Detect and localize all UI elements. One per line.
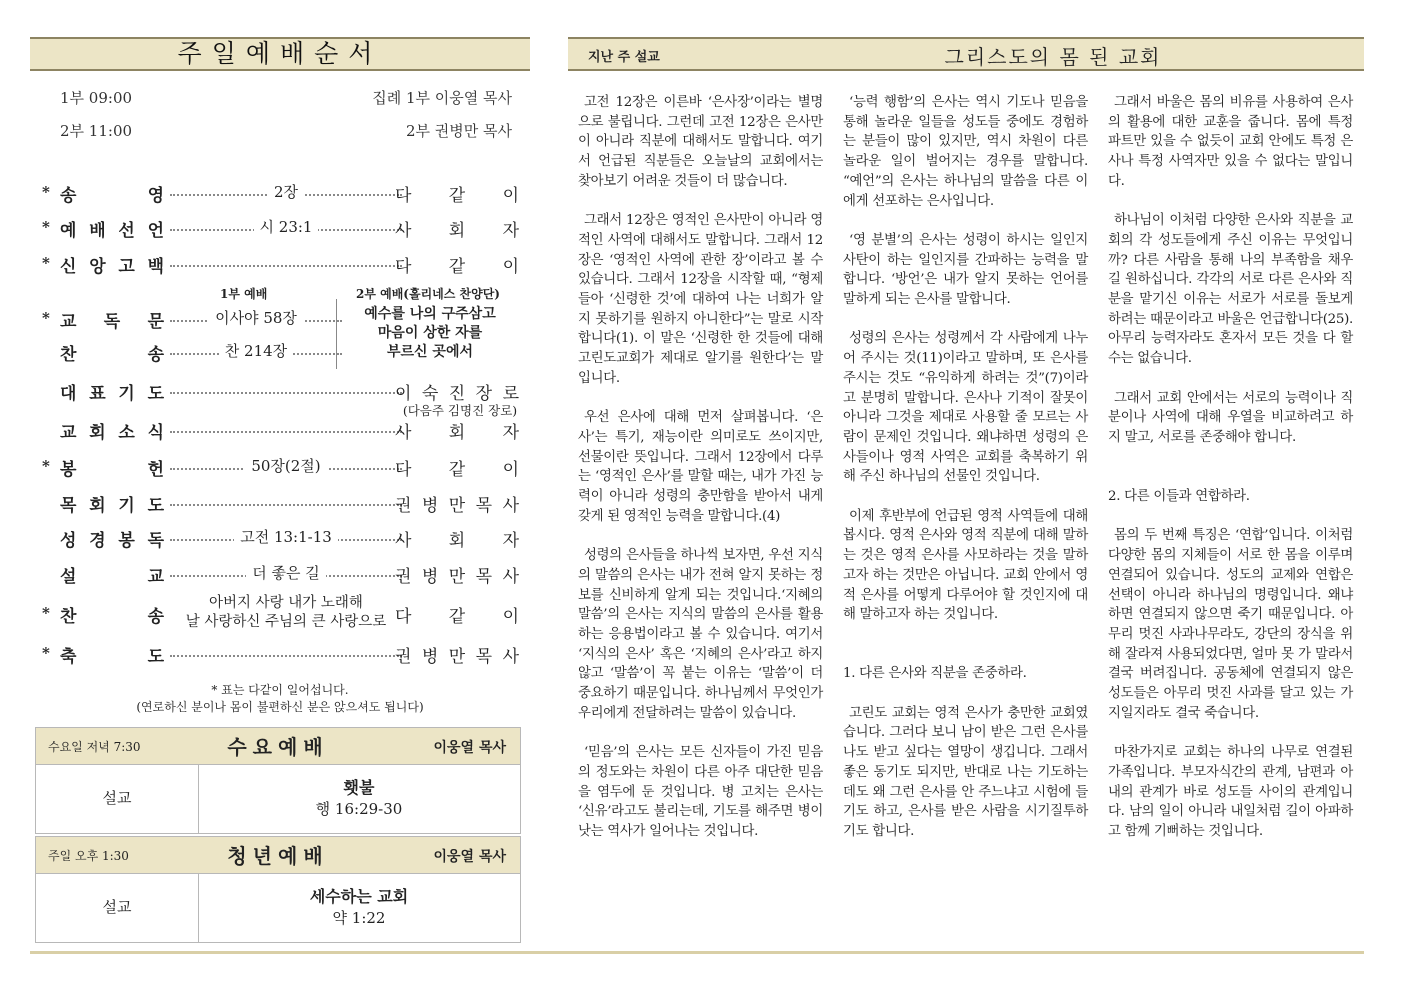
leader-dots bbox=[170, 655, 402, 657]
order-row bbox=[42, 595, 520, 630]
order-row bbox=[42, 181, 520, 207]
order-item-name-char: 앙 bbox=[89, 257, 106, 277]
worship-order-panel bbox=[30, 37, 530, 947]
order-item-name-char: 송 bbox=[147, 607, 164, 627]
order-item-leader-char: 이 bbox=[502, 460, 519, 480]
order-item-name bbox=[60, 526, 164, 551]
service-leader-1: 집례 1부 이웅열 목사 bbox=[372, 89, 512, 107]
youth-service-body bbox=[36, 874, 520, 942]
order-item-leader-char: 같 bbox=[448, 186, 466, 206]
service-time-1: 1부 09:00 bbox=[60, 89, 133, 107]
order-item-content-wrap bbox=[170, 181, 402, 202]
order-item-name bbox=[60, 216, 164, 241]
youth-time: 주일 오후 1:30 bbox=[48, 849, 129, 863]
wednesday-title: 수요예배 bbox=[227, 735, 329, 759]
order-item-name bbox=[60, 491, 164, 516]
sermon-paragraph: 고전 12장은 이른바 ‘은사장’이라는 별명으로 불립니다. 그런데 고전 12장은 은사만이 아니라 직분에 대해서도 말합니다. 여기서 언급된 직분들은 오늘날의 교회에서는 찾아보기 어려운 것들이 더 많습니다. bbox=[578, 95, 823, 189]
sermon-column-1 bbox=[578, 93, 823, 861]
wednesday-service-header bbox=[36, 728, 520, 765]
order-item-leader-char: 회 bbox=[448, 221, 466, 241]
leader-dots bbox=[170, 431, 402, 433]
order-item-name-char: 선 bbox=[118, 221, 135, 241]
order-item-name bbox=[60, 252, 164, 277]
leader-dots bbox=[170, 392, 402, 394]
order-item-name-char: 찬 bbox=[60, 345, 77, 365]
order-item-leader-char: 장 bbox=[475, 384, 493, 404]
order-item-leader-char: 만 bbox=[448, 647, 466, 667]
order-item-name-char: 대 bbox=[60, 384, 77, 404]
order-item-leader-char: 목 bbox=[475, 647, 493, 667]
order-item-name-char: 도 bbox=[147, 384, 164, 404]
order-item-name-char: 예 bbox=[60, 221, 77, 241]
sermon-paragraph: 그래서 12장은 영적인 은사만이 아니라 영적인 사역에 대해서도 말합니다. 그래서 12장은 ‘영적인 사역에 관한 장’이라고 볼 수 있습니다. 그래서 12장을 시작할 때, “형제들아 ‘신령한 것’에 대하여 나는 너희가 알지 못하기를 원하지 아니한다”는 말로 시작합니다(1). 이 말은 ‘신령한 한 것들에 대해 고린도교회가 제대로 알기를 원한다’는 말입니다. bbox=[578, 213, 823, 386]
order-item-content-wrap bbox=[170, 340, 342, 361]
leader-dots bbox=[170, 265, 402, 267]
order-item-name-char: 교 bbox=[60, 423, 77, 443]
standing-mark: * bbox=[42, 183, 50, 201]
youth-sermon-label: 설교 bbox=[102, 898, 132, 916]
order-item-name bbox=[60, 455, 164, 480]
choir-song-line: 예수를 나의 구주삼고 bbox=[364, 306, 496, 322]
order-row bbox=[42, 455, 520, 481]
sermon-paragraph: 몸의 두 번째 특징은 ‘연합’입니다. 이처럼 다양한 몸의 지체들이 서로 한 몸을 이루며 연결되어 있습니다. 성도의 교제와 연합은 선택이 아니라 하나님의 명령입니다. 왜냐하면 연결되지 않으면 죽기 때문입니다. 아무리 멋진 사과나무라도, 강단의 장식을 위해 잘라져 사용되었다면, 얼마 못 가 말라서 결국 버려집니다. 공동체에 연결되지 않은 성도들은 아무리 멋진 사과를 달고 있는 가지일지라도 결국 죽습니다. bbox=[1108, 528, 1353, 721]
order-item-leader-char: 같 bbox=[448, 460, 466, 480]
order-item-name-char: 송 bbox=[60, 186, 77, 206]
youth-sermon-title: 세수하는 교회 bbox=[309, 887, 409, 906]
sermon-paragraph: 2. 다른 이들과 연합하라. bbox=[1108, 489, 1250, 505]
order-item-name-char: 독 bbox=[147, 531, 164, 551]
wednesday-sermon-ref: 행 16:29-30 bbox=[315, 800, 403, 818]
order-item-leader-char: 사 bbox=[395, 221, 412, 241]
order-item-leader-char: 목 bbox=[475, 567, 493, 587]
order-item-name-char: 축 bbox=[60, 647, 77, 667]
wednesday-pastor: 이웅열 목사 bbox=[433, 740, 506, 756]
youth-sermon bbox=[198, 886, 520, 929]
order-item-leader-char: 권 bbox=[395, 496, 412, 516]
note-seated: (연로하신 분이나 몸이 불편하신 분은 앉으셔도 됩니다) bbox=[136, 700, 424, 714]
order-item-name bbox=[60, 340, 164, 365]
order-item-leader-char: 회 bbox=[448, 423, 466, 443]
wednesday-service-box bbox=[35, 727, 521, 834]
order-item-name-char: 경 bbox=[89, 531, 106, 551]
order-item-name-char: 성 bbox=[60, 531, 77, 551]
order-item-content: 아버지 사랑 내가 노래해 날 사랑하신 주님의 큰 사랑으로 bbox=[170, 594, 402, 632]
youth-title: 청년예배 bbox=[227, 844, 329, 868]
order-item-content-wrap bbox=[170, 455, 402, 476]
order-item-name-char: 목 bbox=[60, 496, 77, 516]
youth-sermon-ref: 약 1:22 bbox=[332, 909, 386, 927]
order-item-name bbox=[60, 562, 164, 587]
order-item-leader-char: 자 bbox=[502, 221, 519, 241]
order-item-content-wrap bbox=[170, 562, 402, 583]
wednesday-service-body bbox=[36, 765, 520, 833]
order-item-content-wrap bbox=[170, 307, 342, 328]
order-item-name-char: 독 bbox=[103, 312, 121, 332]
order-item-leader-char: 다 bbox=[395, 186, 412, 206]
service-row-1 bbox=[60, 87, 512, 108]
wednesday-sermon-title: 횃불 bbox=[343, 778, 375, 797]
worship-order-title: 주일예배순서 bbox=[30, 37, 530, 71]
order-item-name-char: 고 bbox=[118, 257, 135, 277]
order-item-leader bbox=[395, 181, 519, 206]
order-item-name bbox=[60, 642, 164, 667]
order-item-content: 시 23:1 bbox=[254, 218, 319, 236]
order-item-name-char: 회 bbox=[89, 423, 106, 443]
order-item-name-char: 표 bbox=[89, 384, 106, 404]
sermon-header bbox=[568, 37, 1364, 71]
leader-dots bbox=[170, 504, 402, 506]
order-item-leader-char: 다 bbox=[395, 257, 412, 277]
order-row bbox=[42, 216, 520, 242]
order-item-name-char: 식 bbox=[147, 423, 164, 443]
order-item-leader-char: 진 bbox=[448, 384, 466, 404]
order-row bbox=[42, 526, 520, 552]
order-row bbox=[42, 252, 520, 278]
order-item-leader-char: 사 bbox=[395, 531, 412, 551]
service-row-2 bbox=[60, 120, 512, 141]
order-item-content: 찬 214장 bbox=[219, 342, 293, 360]
standing-mark: * bbox=[42, 457, 50, 475]
order-item-name-char: 백 bbox=[147, 257, 164, 277]
order-item-name-char: 설 bbox=[60, 567, 77, 587]
first-service-label: 1부 예배 bbox=[220, 287, 268, 301]
order-item-leader-char: 이 bbox=[502, 257, 519, 277]
order-item-name bbox=[60, 181, 164, 206]
sermon-paragraph: 성령의 은사는 성령께서 각 사람에게 나누어 주시는 것(11)이라고 말하며, 또 은사를 주시는 것도 “유익하게 하려는 것”(7)이라고 분명히 말합니다. 은사나 기적이 잘못이 아니라 그것을 제대로 사용할 줄 모르는 사람이 문제인 것입니다. 왜냐하면 성령의 은사들이나 영적 사역은 교회를 축복하기 위해 주신 하나님의 선물인 것입니다. bbox=[843, 331, 1088, 485]
order-item-name-char: 교 bbox=[147, 567, 164, 587]
standing-mark: * bbox=[42, 309, 50, 327]
order-item-name-char: 영 bbox=[147, 186, 164, 206]
order-item-leader bbox=[395, 602, 519, 627]
sermon-paragraph: 그래서 교회 안에서는 서로의 능력이나 직분이나 사역에 대해 우열을 비교하려고 하지 말고, 서로를 존중해야 합니다. bbox=[1108, 390, 1353, 445]
sermon-title: 그리스도의 몸 된 교회 bbox=[944, 45, 1162, 69]
choir-song bbox=[340, 305, 520, 362]
order-item-name-char: 송 bbox=[147, 345, 164, 365]
second-service-label: 2부 예배(홀리네스 찬양단) bbox=[356, 287, 500, 301]
order-item-content-wrap bbox=[170, 526, 402, 547]
order-item-name-char: 배 bbox=[89, 221, 106, 241]
order-item-name-char: 도 bbox=[147, 647, 164, 667]
service-time-2: 2부 11:00 bbox=[60, 122, 133, 140]
order-item-leader-char: 다 bbox=[395, 460, 412, 480]
order-item-leader-note: (다음주 김명진 장로) bbox=[402, 403, 518, 418]
order-item-leader-char: 이 bbox=[502, 607, 519, 627]
order-item-leader-char: 로 bbox=[502, 384, 519, 404]
order-item-leader-char: 권 bbox=[395, 647, 412, 667]
standing-mark: * bbox=[42, 254, 50, 272]
order-item-content: 더 좋은 길 bbox=[246, 564, 326, 582]
sermon-paragraph bbox=[1108, 467, 1353, 487]
order-item-name bbox=[60, 307, 164, 332]
order-item-leader-char: 회 bbox=[448, 531, 466, 551]
order-item-name bbox=[60, 602, 164, 627]
standing-mark: * bbox=[42, 644, 50, 662]
order-item-leader-char: 사 bbox=[502, 647, 519, 667]
standing-mark: * bbox=[42, 604, 50, 622]
order-item-leader-char: 사 bbox=[502, 567, 519, 587]
order-row bbox=[42, 642, 520, 668]
order-item-leader bbox=[395, 526, 519, 551]
sermon-paragraph: 성령의 은사들을 하나씩 보자면, 우선 지식의 말씀의 은사는 내가 전혀 알지 못하는 정보를 신비하게 알게 되는 것입니다.‘지혜의 말씀’의 은사는 지식의 말씀의 은사를 활용하는 응용법이라고 볼 수 있습니다. 여기서 ‘지식의 은사’ 혹은 ‘지혜의 은사’라고 하지 않고 ‘말씀’이 꼭 붙는 이유는 ‘말씀’이 더 중요하기 때문입니다. 하나님께서 무엇인가 우리에게 전달하려는 말씀이 있습니다. bbox=[578, 548, 823, 721]
order-item-leader-char: 같 bbox=[448, 257, 466, 277]
order-item-leader-char: 병 bbox=[421, 647, 439, 667]
order-row bbox=[42, 491, 520, 517]
order-item-content: 2장 bbox=[268, 183, 304, 201]
order-item-content: 고전 13:1-13 bbox=[234, 528, 338, 546]
order-item-name-char: 문 bbox=[147, 312, 164, 332]
order-item-leader-char: 목 bbox=[475, 496, 493, 516]
sermon-paragraph: 1. 다른 은사와 직분을 존중하라. bbox=[843, 666, 1027, 682]
service-divider bbox=[336, 299, 337, 369]
sermon-paragraph: 그래서 바울은 몸의 비유를 사용하여 은사의 활용에 대한 교훈을 줍니다. 몸에 특정 파트만 있을 수 없듯이 교회 안에도 특정 은사나 특정 사역자만 있을 수 없다는 말입니다. bbox=[1108, 95, 1353, 189]
order-item-leader-char: 자 bbox=[502, 423, 519, 443]
sermon-column-2 bbox=[843, 93, 1088, 861]
order-item-content-wrap bbox=[170, 216, 402, 237]
sermon-paragraph bbox=[843, 645, 1088, 665]
choir-song-line: 부르신 곳에서 bbox=[386, 344, 474, 360]
order-item-leader bbox=[395, 562, 519, 587]
youth-service-header bbox=[36, 837, 520, 874]
order-item-leader-char: 병 bbox=[421, 567, 439, 587]
note-standing: * 표는 다같이 일어섭니다. bbox=[211, 683, 349, 697]
order-item-name-char: 언 bbox=[147, 221, 164, 241]
order-item-name-char: 회 bbox=[89, 496, 106, 516]
order-item-name-char: 찬 bbox=[60, 607, 77, 627]
order-item-leader-char: 자 bbox=[502, 531, 519, 551]
wednesday-sermon-label: 설교 bbox=[102, 789, 132, 807]
order-item-leader bbox=[395, 455, 519, 480]
order-item-name-char: 소 bbox=[118, 423, 135, 443]
order-item-name-char: 신 bbox=[60, 257, 77, 277]
order-item-name-char: 교 bbox=[60, 312, 77, 332]
order-row bbox=[42, 418, 520, 444]
order-item-name-char: 헌 bbox=[147, 460, 164, 480]
order-item-leader-char: 이 bbox=[502, 186, 519, 206]
sermon-paragraph: 이제 후반부에 언급된 영적 사역들에 대해 봅시다. 영적 은사와 영적 직분에 대해 말하는 것은 영적 은사를 사모하라는 것을 말하고자 하는 것만은 아닙니다. 교회 안에서 영적 은사를 어떻게 다루어야 할 것인지에 대해 말하고자 하는 것입니다. bbox=[843, 508, 1088, 623]
bottom-rule bbox=[30, 951, 1364, 954]
sermon-column-3 bbox=[1108, 93, 1353, 861]
service-leader-2: 2부 권병만 목사 bbox=[405, 122, 512, 140]
sermon-panel bbox=[568, 37, 1364, 947]
order-row bbox=[42, 379, 520, 418]
order-item-leader-char: 다 bbox=[395, 607, 412, 627]
order-item-leader bbox=[395, 216, 519, 241]
sermon-label: 지난 주 설교 bbox=[588, 50, 660, 65]
order-item-leader-char: 숙 bbox=[421, 384, 439, 404]
order-item-name-char: 도 bbox=[147, 496, 164, 516]
order-item-leader-char: 사 bbox=[395, 423, 412, 443]
order-item-leader bbox=[395, 252, 519, 277]
youth-service-box bbox=[35, 836, 521, 943]
order-item-leader-char: 만 bbox=[448, 567, 466, 587]
order-item-leader bbox=[395, 491, 519, 516]
order-item-leader-char: 이 bbox=[395, 384, 412, 404]
order-item-name-char: 기 bbox=[118, 496, 135, 516]
order-item-leader-char: 만 bbox=[448, 496, 466, 516]
sermon-paragraph: 하나님이 이처럼 다양한 은사와 직분을 교회의 각 성도들에게 주신 이유는 무엇입니까? 다른 사람을 통해 나의 부족함을 채우길 원하십니다. 각각의 서로 다른 은사와 직분을 맡기신 이유는 서로가 서로를 돌보게 하려는 때문이라고 바울은 언급합니다(25). 아무리 능력자라도 혼자서 모든 것을 다 할 수는 없습니다. bbox=[1108, 213, 1353, 367]
order-item-name bbox=[60, 379, 164, 404]
sermon-paragraph: ‘영 분별’의 은사는 성령이 하시는 일인지 사탄이 하는 일인지를 간파하는 능력을 말합니다. ‘방언’은 내가 알지 못하는 언어를 말하게 되는 은사를 말합니다. bbox=[843, 232, 1088, 308]
standing-mark: * bbox=[42, 218, 50, 236]
order-item-leader-char: 병 bbox=[421, 496, 439, 516]
sermon-paragraph: ‘믿음’의 은사는 모든 신자들이 가진 믿음의 정도와는 차원이 다른 아주 대단한 믿음을 염두에 둔 것입니다. 병 고치는 은사는 ‘신유’라고도 불리는데, 기도를 해주면 병이 낫는 역사가 일어나는 것입니다. bbox=[578, 745, 823, 839]
sermon-paragraph: 고린도 교회는 영적 은사가 충만한 교회였습니다. 그러다 보니 남이 받은 그런 은사를 나도 받고 싶다는 열망이 생깁니다. 그래서 좋은 동기도 되지만, 반대로 나는 기도하는데도 왜 그런 은사를 안 주느냐고 시험에 들기도 하고, 은사를 받은 사람을 시기질투하기도 합니다. bbox=[843, 705, 1088, 839]
order-item-leader bbox=[395, 418, 519, 443]
wednesday-sermon bbox=[198, 777, 520, 820]
order-item-name-char: 봉 bbox=[60, 460, 77, 480]
order-item-leader-char: 같 bbox=[448, 607, 466, 627]
order-item-name-char: 봉 bbox=[118, 531, 135, 551]
sermon-paragraph: 우선 은사에 대해 먼저 살펴봅니다. ‘은사’는 특기, 재능이란 의미로도 쓰이지만, 선물이란 뜻입니다. 그래서 12장에서 다루는 ‘영적인 은사’를 말할 때는, 내가 가진 능력이 아니라 성령의 충만함을 받아서 내게 갖게 된 영적인 능력을 말합니다.(4) bbox=[578, 410, 823, 524]
youth-pastor: 이웅열 목사 bbox=[433, 849, 506, 865]
order-item-content: 50장(2절) bbox=[245, 457, 326, 475]
sermon-paragraph: 마찬가지로 교회는 하나의 나무로 연결된 가족입니다. 부모자식간의 관계, 남편과 아내의 관계가 바로 성도들 사이의 관계입니다. 남의 일이 아니라 내일처럼 길이 아파하고 함께 기뻐하는 것입니다. bbox=[1108, 745, 1353, 839]
order-row bbox=[42, 562, 520, 588]
order-item-leader-char: 사 bbox=[502, 496, 519, 516]
wednesday-time: 수요일 저녁 7:30 bbox=[48, 740, 141, 754]
order-item-name-char: 기 bbox=[118, 384, 135, 404]
order-item-name bbox=[60, 418, 164, 443]
choir-song-line: 마음이 상한 자를 bbox=[377, 325, 483, 341]
order-item-leader bbox=[395, 642, 519, 667]
order-item-leader-char: 권 bbox=[395, 567, 412, 587]
sermon-paragraph: ‘능력 행함’의 은사는 역시 기도나 믿음을 통해 놀라운 일들을 성도들 중에도 경험하는 분들이 많이 있지만, 역시 차원이 다른 놀라운 일이 벌어지는 경우를 말합니다. “예언”의 은사는 하나님의 말씀을 다른 이에게 선포하는 은사입니다. bbox=[843, 95, 1088, 209]
order-item-content: 이사야 58장 bbox=[209, 309, 303, 327]
